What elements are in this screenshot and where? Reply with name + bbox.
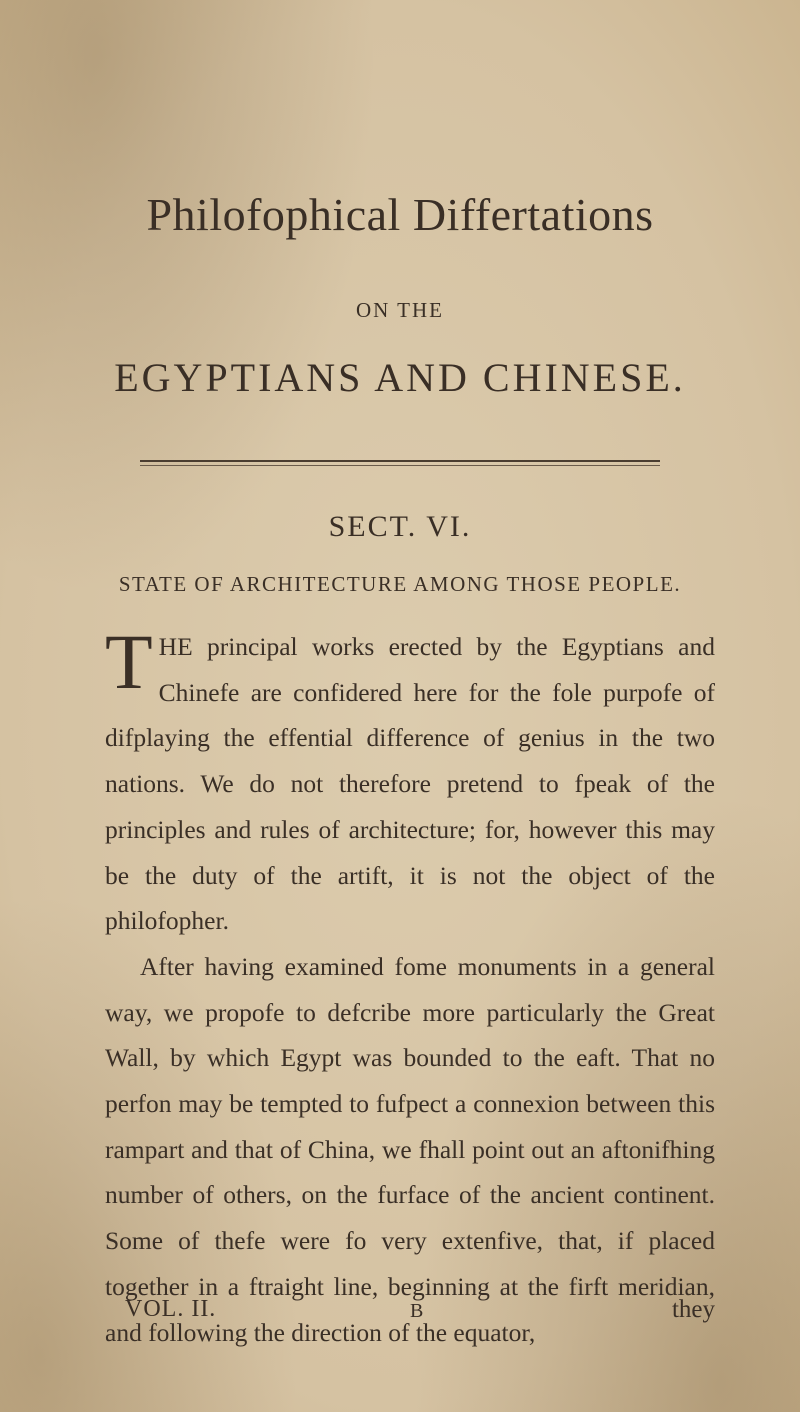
drop-cap: T	[105, 618, 153, 705]
paragraph-1	[105, 618, 715, 944]
section-title: STATE OF ARCHITECTURE AMONG THOSE PEOPLE.	[118, 572, 682, 596]
page-subtitle: ON THE	[355, 298, 445, 322]
volume-label: VOL. II.	[125, 1296, 217, 1322]
page-heading: EGYPTIANS AND CHINESE.	[114, 355, 686, 400]
catchword: they	[671, 1296, 715, 1323]
page-title: Philofophical Differtations	[146, 189, 654, 240]
paragraph-2: After having examined fome monuments in a general way, we propofe to defcribe more particularly the Great Wall, by which Egypt was bounded to the eaft. That no perfon may be tempted to fufpect a connexion between this rampart and that of China, we fhall point out an aftonifhing number of others, on the furface of the ancient continent. Some of thefe were fo very extenfive, that, if placed together in a ftraight line, beginning at the firft meridian, and following the direction of the equator,	[105, 951, 715, 1347]
body-text	[105, 618, 715, 1355]
double-rule-divider	[140, 460, 660, 468]
paragraph-1-text: HE principal works erected by the Egyptians and Chinefe are confidered here for the fole purpofe of difplaying the effential difference of genius in the two nations. We do not therefore pretend to fpeak of the principles and rules of architecture; for, however this may be the duty of the artift, it is not the object of the philofopher.	[105, 632, 715, 936]
section-number: SECT. VI.	[328, 510, 472, 543]
signature-mark: B	[410, 1300, 424, 1322]
page-footer	[105, 1296, 715, 1330]
